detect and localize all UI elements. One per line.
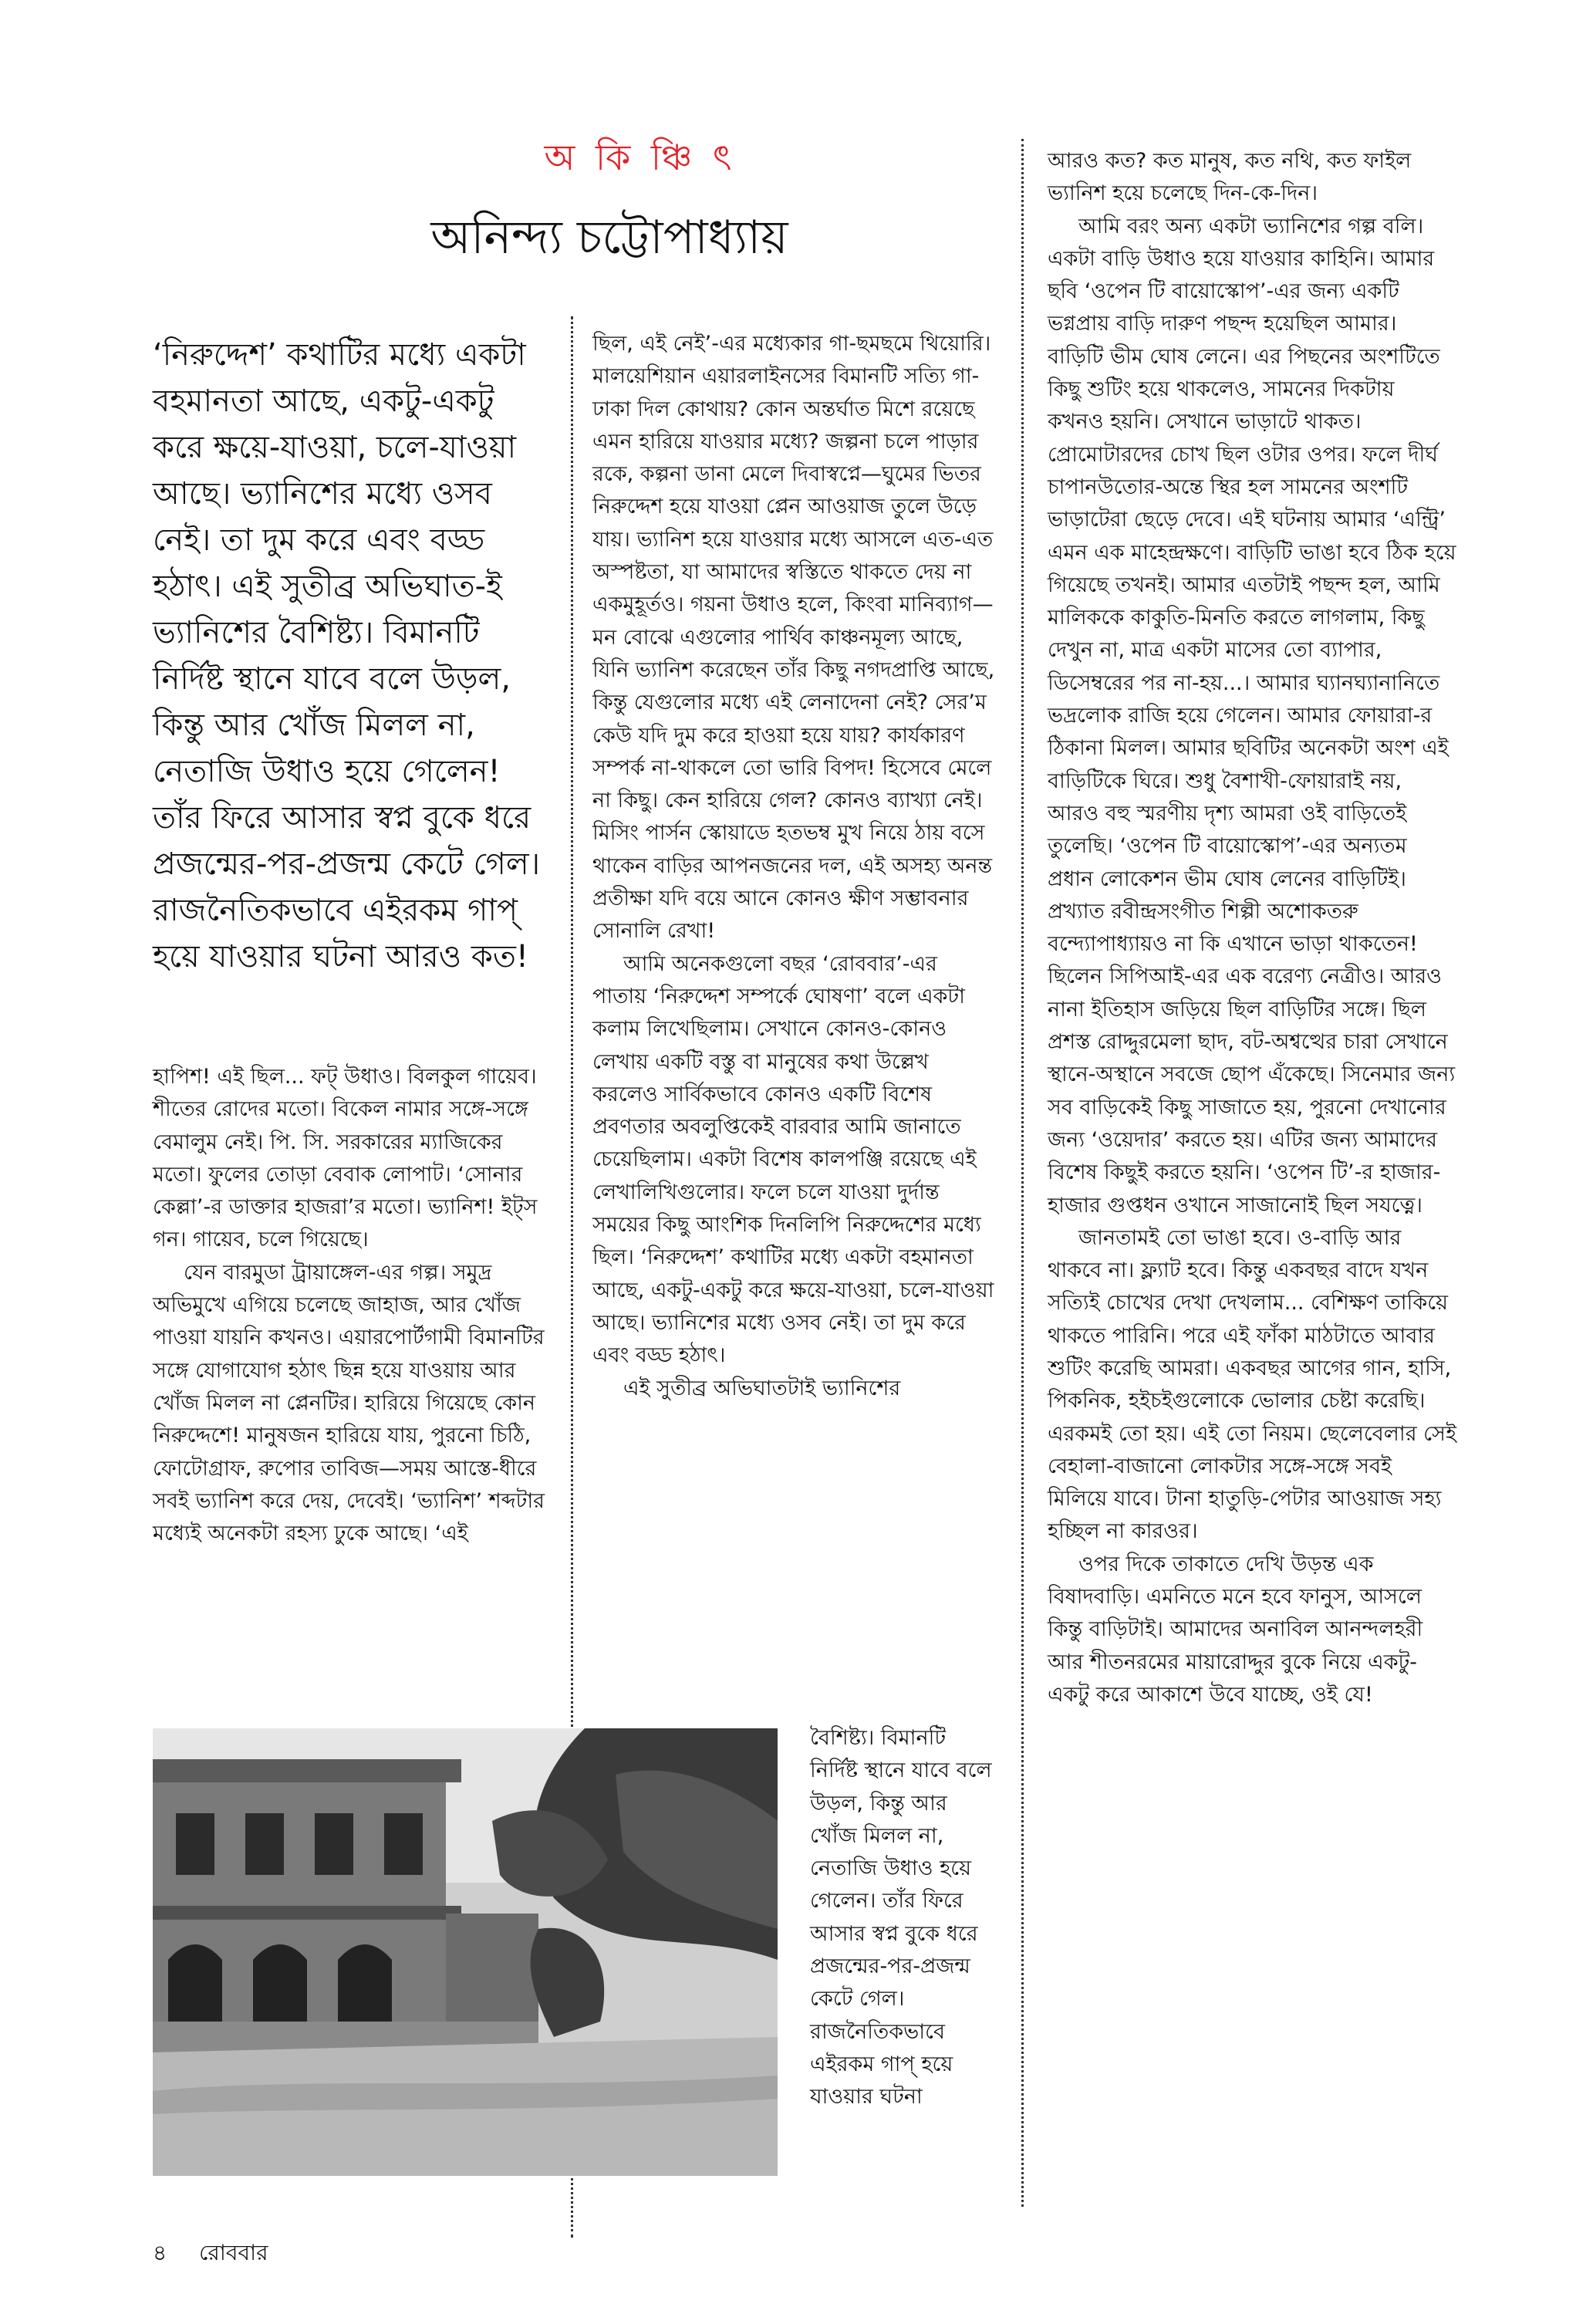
page-footer <box>153 2236 268 2272</box>
column-2 <box>592 328 997 1405</box>
paragraph: বৈশিষ্ট্য। বিমানটি নির্দিষ্ট স্থানে যাবে বলে উড়ল, কিন্তু আর খোঁজ মিলল না, নেতাজি উধাও হয়ে গেলেন। তাঁর ফিরে আসার স্বপ্ন বুকে ধরে প্রজন্মের-পর-প্রজন্ম কেটে গেল। রাজনৈতিকভাবে এইরকম গাপ্ হয়ে যাওয়ার ঘটনা <box>810 1726 992 2110</box>
paragraph: এই সুতীব্র অভিঘাতটাই ভ্যানিশের <box>623 1376 901 1400</box>
column-1 <box>153 1061 554 1550</box>
magazine-name: রোববার <box>198 2240 268 2265</box>
pull-quote: ‘নিরুদ্দেশ’ কথাটির মধ্যে একটা বহমানতা আছে, একটু-একটু করে ক্ষয়ে-যাওয়া, চলে-যাওয়া আছে। ভ্যানিশের মধ্যে ওসব নেই। তা দুম করে এবং বড্ড হঠাৎ। এই সুতীব্র অভিঘাত-ই ভ্যানিশের বৈশিষ্ট্য। বিমানটি নির্দিষ্ট স্থানে যাবে বলে উড়ল, কিন্তু আর খোঁজ মিলল না, নেতাজি উধাও হয়ে গেলেন! তাঁর ফিরে আসার স্বপ্ন বুকে ধরে প্রজন্মের-পর-প্রজন্ম কেটে গেল। রাজনৈতিকভাবে এইরকম গাপ্ হয়ে যাওয়ার ঘটনা আরও কত! <box>153 337 540 975</box>
column-2-wrap <box>810 1722 999 2114</box>
paragraph: আমি অনেকগুলো বছর ‘রোববার’-এর পাতায় ‘নিরুদ্দেশ সম্পর্কে ঘোষণা’ বলে একটা কলাম লিখেছিলাম। সেখানে কোনও-কোনও লেখায় একটি বস্তু বা মানুষের কথা উল্লেখ করলেও সার্বিকভাবে কোনও একটি বিশেষ প্রবণতার অবলুপ্তিকেই বারবার আমি জানাতে চেয়েছিলাম। একটা বিশেষ কালপঞ্জি রয়েছে এই লেখালিখিগুলোর। ফলে চলে যাওয়া দুর্দান্ত সময়ের কিছু আংশিক দিনলিপি নিরুদ্দেশের মধ্যে ছিল। ‘নিরুদ্দেশ’ কথাটির মধ্যে একটা বহমানতা আছে, একটু-একটু করে ক্ষয়ে-যাওয়া, চলে-যাওয়া আছে। ভ্যানিশের মধ্যে ওসব নেই। তা দুম করে এবং বড্ড হঠাৎ। <box>592 951 994 1368</box>
column-3 <box>1048 145 1456 1711</box>
building-photo <box>153 1728 778 2176</box>
paragraph: আরও কত? কত মানুষ, কত নথি, কত ফাইল ভ্যানিশ হয়ে চলেছে দিন-কে-দিন। <box>1048 149 1412 206</box>
column-label: অ কি ঞ্চি ৎ <box>544 137 737 178</box>
paragraph: ছিল, এই নেই’-এর মধ্যেকার গা-ছমছমে থিয়োরি। মালয়েশিয়ান এয়ারলাইনসের বিমানটি সত্যি গা-ঢাকা দিল কোথায়? কোন অন্তর্ঘাত মিশে রয়েছে এমন হারিয়ে যাওয়ার মধ্যে? জল্পনা চলে পাড়ার রকে, কল্পনা ডানা মেলে দিবাস্বপ্নে—ঘুমের ভিতর নিরুদ্দেশ হয়ে যাওয়া প্লেন আওয়াজ তুলে উড়ে যায়। ভ্যানিশ হয়ে যাওয়ার মধ্যে আসলে এত-এত অস্পষ্টতা, যা আমাদের স্বস্তিতে থাকতে দেয় না একমুহূর্তও। গয়না উধাও হলে, কিংবা মানিব্যাগ—মন বোঝে এগুলোর পার্থিব কাঞ্চনমূল্য আছে, যিনি ভ্যানিশ করেছেন তাঁর কিছু নগদপ্রাপ্তি আছে, কিন্তু যেগুলোর মধ্যে এই লেনাদেনা নেই? সের’ম কেউ যদি দুম করে হাওয়া হয়ে যায়? কার্যকারণ সম্পর্ক না-থাকলে তো ভারি বিপদ! হিসেবে মেলে না কিছু। কেন হারিয়ে গেল? কোনও ব্যাখ্যা নেই। মিসিং পার্সন স্কোয়াডে হতভম্ব মুখ নিয়ে ঠায় বসে থাকেন বাড়ির আপনজনের দল, এই অসহ্য অনন্ত প্রতীক্ষা যদি বয়ে আনে কোনও ক্ষীণ সম্ভাবনার সোনালি রেখা! <box>592 332 995 944</box>
paragraph: আমি বরং অন্য একটা ভ্যানিশের গল্প বলি। একটা বাড়ি উধাও হয়ে যাওয়ার কাহিনি। আমার ছবি ‘ওপেন টি বায়োস্কোপ’-এর জন্য একটি ভগ্নপ্রায় বাড়ি দারুণ পছন্দ হয়েছিল আমার। বাড়িটি ভীম ঘোষ লেনে। এর পিছনের অংশটিতে কিছু শুটিং হয়ে থাকলেও, সামনের দিকটায় কখনও হয়নি। সেখানে ভাড়াটে থাকত। প্রোমোটারদের চোখ ছিল ওটার ওপর। ফলে দীর্ঘ চাপানউতোর-অন্তে স্থির হল সামনের অংশটি ভাড়াটেরা ছেড়ে দেবে। এই ঘটনায় আমার ‘এন্ট্রি’ এমন এক মাহেন্দ্রক্ষণে। বাড়িটি ভাঙা হবে ঠিক হয়ে গিয়েছে তখনই। আমার এতটাই পছন্দ হল, আমি মালিককে কাকুতি-মিনতি করতে লাগলাম, কিছু দেখুন না, মাত্র একটা মাসের তো ব্যাপার, ডিসেম্বরের পর না-হয়...। আমার ঘ্যানঘ্যানানিতে ভদ্রলোক রাজি হয়ে গেলেন। আমার ফোয়ারা-র ঠিকানা মিলল। আমার ছবিটির অনেকটা অংশ এই বাড়িটিকে ঘিরে। শুধু বৈশাখী-ফোয়ারাই নয়, আরও বহু স্মরণীয় দৃশ্য আমরা ওই বাড়িতেই তুলেছি। ‘ওপেন টি বায়োস্কোপ’-এর অন্যতম প্রধান লোকেশন ভীম ঘোষ লেনের বাড়িটিই। প্রখ্যাত রবীন্দ্রসংগীত শিল্পী অশোকতরু বন্দ্যোপাধ্যায়ও না কি এখানে ভাড়া থাকতেন! ছিলেন সিপিআই-এর এক বরেণ্য নেত্রীও। আরও নানা ইতিহাস জড়িয়ে ছিল বাড়িটির সঙ্গে। ছিল প্রশস্ত রোদ্দুরমেলা ছাদ, বট-অশ্বত্থের চারা সেখানে স্থানে-অস্থানে সবজে ছোপ এঁকেছে। সিনেমার জন্য সব বাড়িকেই কিছু সাজাতে হয়, পুরনো দেখানোর জন্য ‘ওয়েদার’ করতে হয়। এটির জন্য আমাদের বিশেষ কিছুই করতে হয়নি। ‘ওপেন টি’-র হাজার-হাজার গুপ্তধন ওখানে সাজানোই ছিল সযত্নে। <box>1048 214 1456 1218</box>
paragraph: যেন বারমুডা ট্রায়াঙ্গেল-এর গল্প। সমুদ্র অভিমুখে এগিয়ে চলেছে জাহাজ, আর খোঁজ পাওয়া যায়নি কখনও। এয়ারপোর্টগামী বিমানটির সঙ্গে যোগাযোগ হঠাৎ ছিন্ন হয়ে যাওয়ায় আর খোঁজ মিলল না প্লেনটির। হারিয়ে গিয়েছে কোন নিরুদ্দেশে! মানুষজন হারিয়ে যায়, পুরনো চিঠি, ফোটোগ্রাফ, রুপোর তাবিজ—সময় আস্তে-ধীরে সবই ভ্যানিশ করে দেয়, দেবেই। ‘ভ্যানিশ’ শব্দটার মধ্যেই অনেকটা রহস্য ঢুকে আছে। ‘এই <box>153 1260 545 1546</box>
author-name: অনিন্দ্য চট্টোপাধ্যায় <box>430 211 788 265</box>
paragraph: হাপিশ! এই ছিল... ফট্ উধাও। বিলকুল গায়েব। শীতের রোদের মতো। বিকেল নামার সঙ্গে-সঙ্গে বেমালুম নেই। পি. সি. সরকারের ম্যাজিকের মতো। ফুলের তোড়া বেবাক লোপাট। ‘সোনার কেল্লা’-র ডাক্তার হাজরা’র মতো। ভ্যানিশ! ইট্‌স গন। গায়েব, চলে গিয়েছে। <box>153 1065 538 1252</box>
paragraph: জানতামই তো ভাঙা হবে। ও-বাড়ি আর থাকবে না। ফ্ল্যাট হবে। কিন্তু একবছর বাদে যখন সত্যিই চোখের দেখা দেখলাম... বেশিক্ষণ তাকিয়ে থাকতে পারিনি। পরে এই ফাঁকা মাঠটাতে আবার শুটিং করেছি আমরা। একবছর আগের গান, হাসি, পিকনিক, হইচইগুলোকে ভোলার চেষ্টা করেছি। এরকমই তো হয়। এই তো নিয়ম। ছেলেবেলার সেই বেহালা-বাজানো লোকটার সঙ্গে-সঙ্গে সবই মিলিয়ে যাবে। টানা হাতুড়ি-পেটার আওয়াজ সহ্য হচ্ছিল না কারওর। <box>1048 1225 1456 1544</box>
paragraph: ওপর দিকে তাকাতে দেখি উড়ন্ত এক বিষাদবাড়ি। এমনিতে মনে হবে ফানুস, আসলে কিন্তু বাড়িটাই। আমাদের অনাবিল আনন্দলহরী আর শীতনরমের মায়ারোদ্দুর বুকে নিয়ে একটু-একটু করে আকাশে উবে যাচ্ছে, ওই যে! <box>1048 1552 1423 1707</box>
column-divider <box>1021 139 1024 2207</box>
page-number: ৪ <box>153 2240 167 2265</box>
ruined-house-image <box>153 1728 778 2176</box>
